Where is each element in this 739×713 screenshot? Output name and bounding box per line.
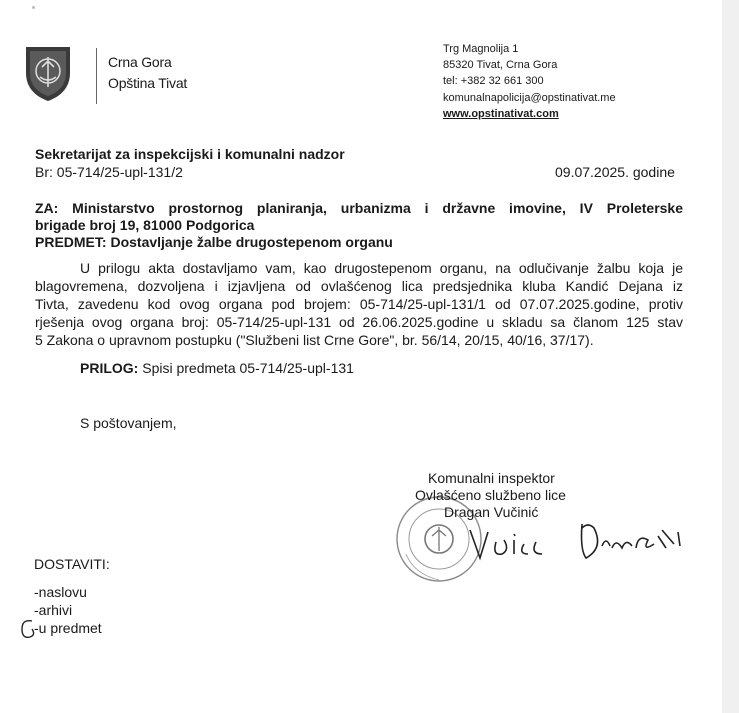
signatory-title: Komunalni inspektor: [428, 470, 555, 486]
body-line-5: 5 Zakona o upravnom postupku ("Službeni list Crne Gore", br. 56/14, 20/15, 40/16, 37/17).: [35, 332, 594, 348]
municipal-crest-icon: [22, 43, 74, 103]
org-municipality: Opština Tivat: [108, 75, 188, 91]
signatory-role: Ovlašćeno službeno lice: [415, 487, 566, 503]
header-divider: [96, 48, 97, 104]
contact-block: [443, 41, 616, 122]
attachment-line: PRILOG: Spisi predmeta 05-714/25-upl-131: [80, 360, 354, 376]
contact-address1: Trg Magnolija 1: [443, 43, 519, 55]
handwritten-signature-icon: [578, 518, 688, 568]
contact-email: komunalnapolicija@opstinativat.me: [443, 91, 616, 104]
scan-margin: [722, 0, 739, 713]
body-line-1: U prilogu akta dostavljamo vam, kao drugostepenom organu, na odlučivanje žalbu koja je: [80, 260, 683, 276]
distribution-item: -naslovu: [34, 584, 87, 600]
scan-speck: [32, 6, 35, 9]
recipient-line1: ZA: Ministarstvo prostornog planiranja, urbanizma i državne imovine, IV Proleterske: [35, 200, 683, 216]
contact-website-link[interactable]: www.opstinativat.com: [443, 107, 559, 120]
contact-phone: tel: +382 32 661 300: [443, 75, 544, 88]
document-date: 09.07.2025. godine: [555, 164, 675, 180]
body-line-2: blagovremena, dozvoljena i izjavljena od ovlašćenog lica predsjednika kluba Kandić Dejana iz: [35, 278, 683, 294]
distribution-item: -arhivi: [34, 602, 73, 618]
handwritten-mark-icon: [18, 617, 40, 641]
body-line-3: Tivta, zavedenu kod ovog organa pod brojem: 05-714/25-upl-131/1 od 07.07.2025.godine, protiv: [35, 296, 683, 312]
org-country: Crna Gora: [108, 54, 172, 70]
handwritten-initials-icon: [466, 524, 556, 564]
body-line-4: rješenja ovog organa broj: 05-714/25-upl-131 od 26.06.2025.godine u skladu sa članom 125 stav: [35, 314, 683, 330]
recipient-line2: brigade broj 19, 81000 Podgorica: [35, 217, 255, 233]
department-title: Sekretarijat za inspekcijski i komunalni nadzor: [35, 146, 345, 162]
signatory-name: Dragan Vučinić: [444, 504, 539, 520]
distribution-label: DOSTAVITI:: [34, 556, 110, 572]
subject-line: PREDMET: Dostavljanje žalbe drugostepenom organu: [35, 234, 393, 250]
closing-salutation: S poštovanjem,: [80, 415, 177, 431]
distribution-item: -u predmet: [34, 620, 102, 636]
contact-address2: 85320 Tivat, Crna Gora: [443, 59, 558, 72]
reference-number: Br: 05-714/25-upl-131/2: [35, 164, 183, 180]
